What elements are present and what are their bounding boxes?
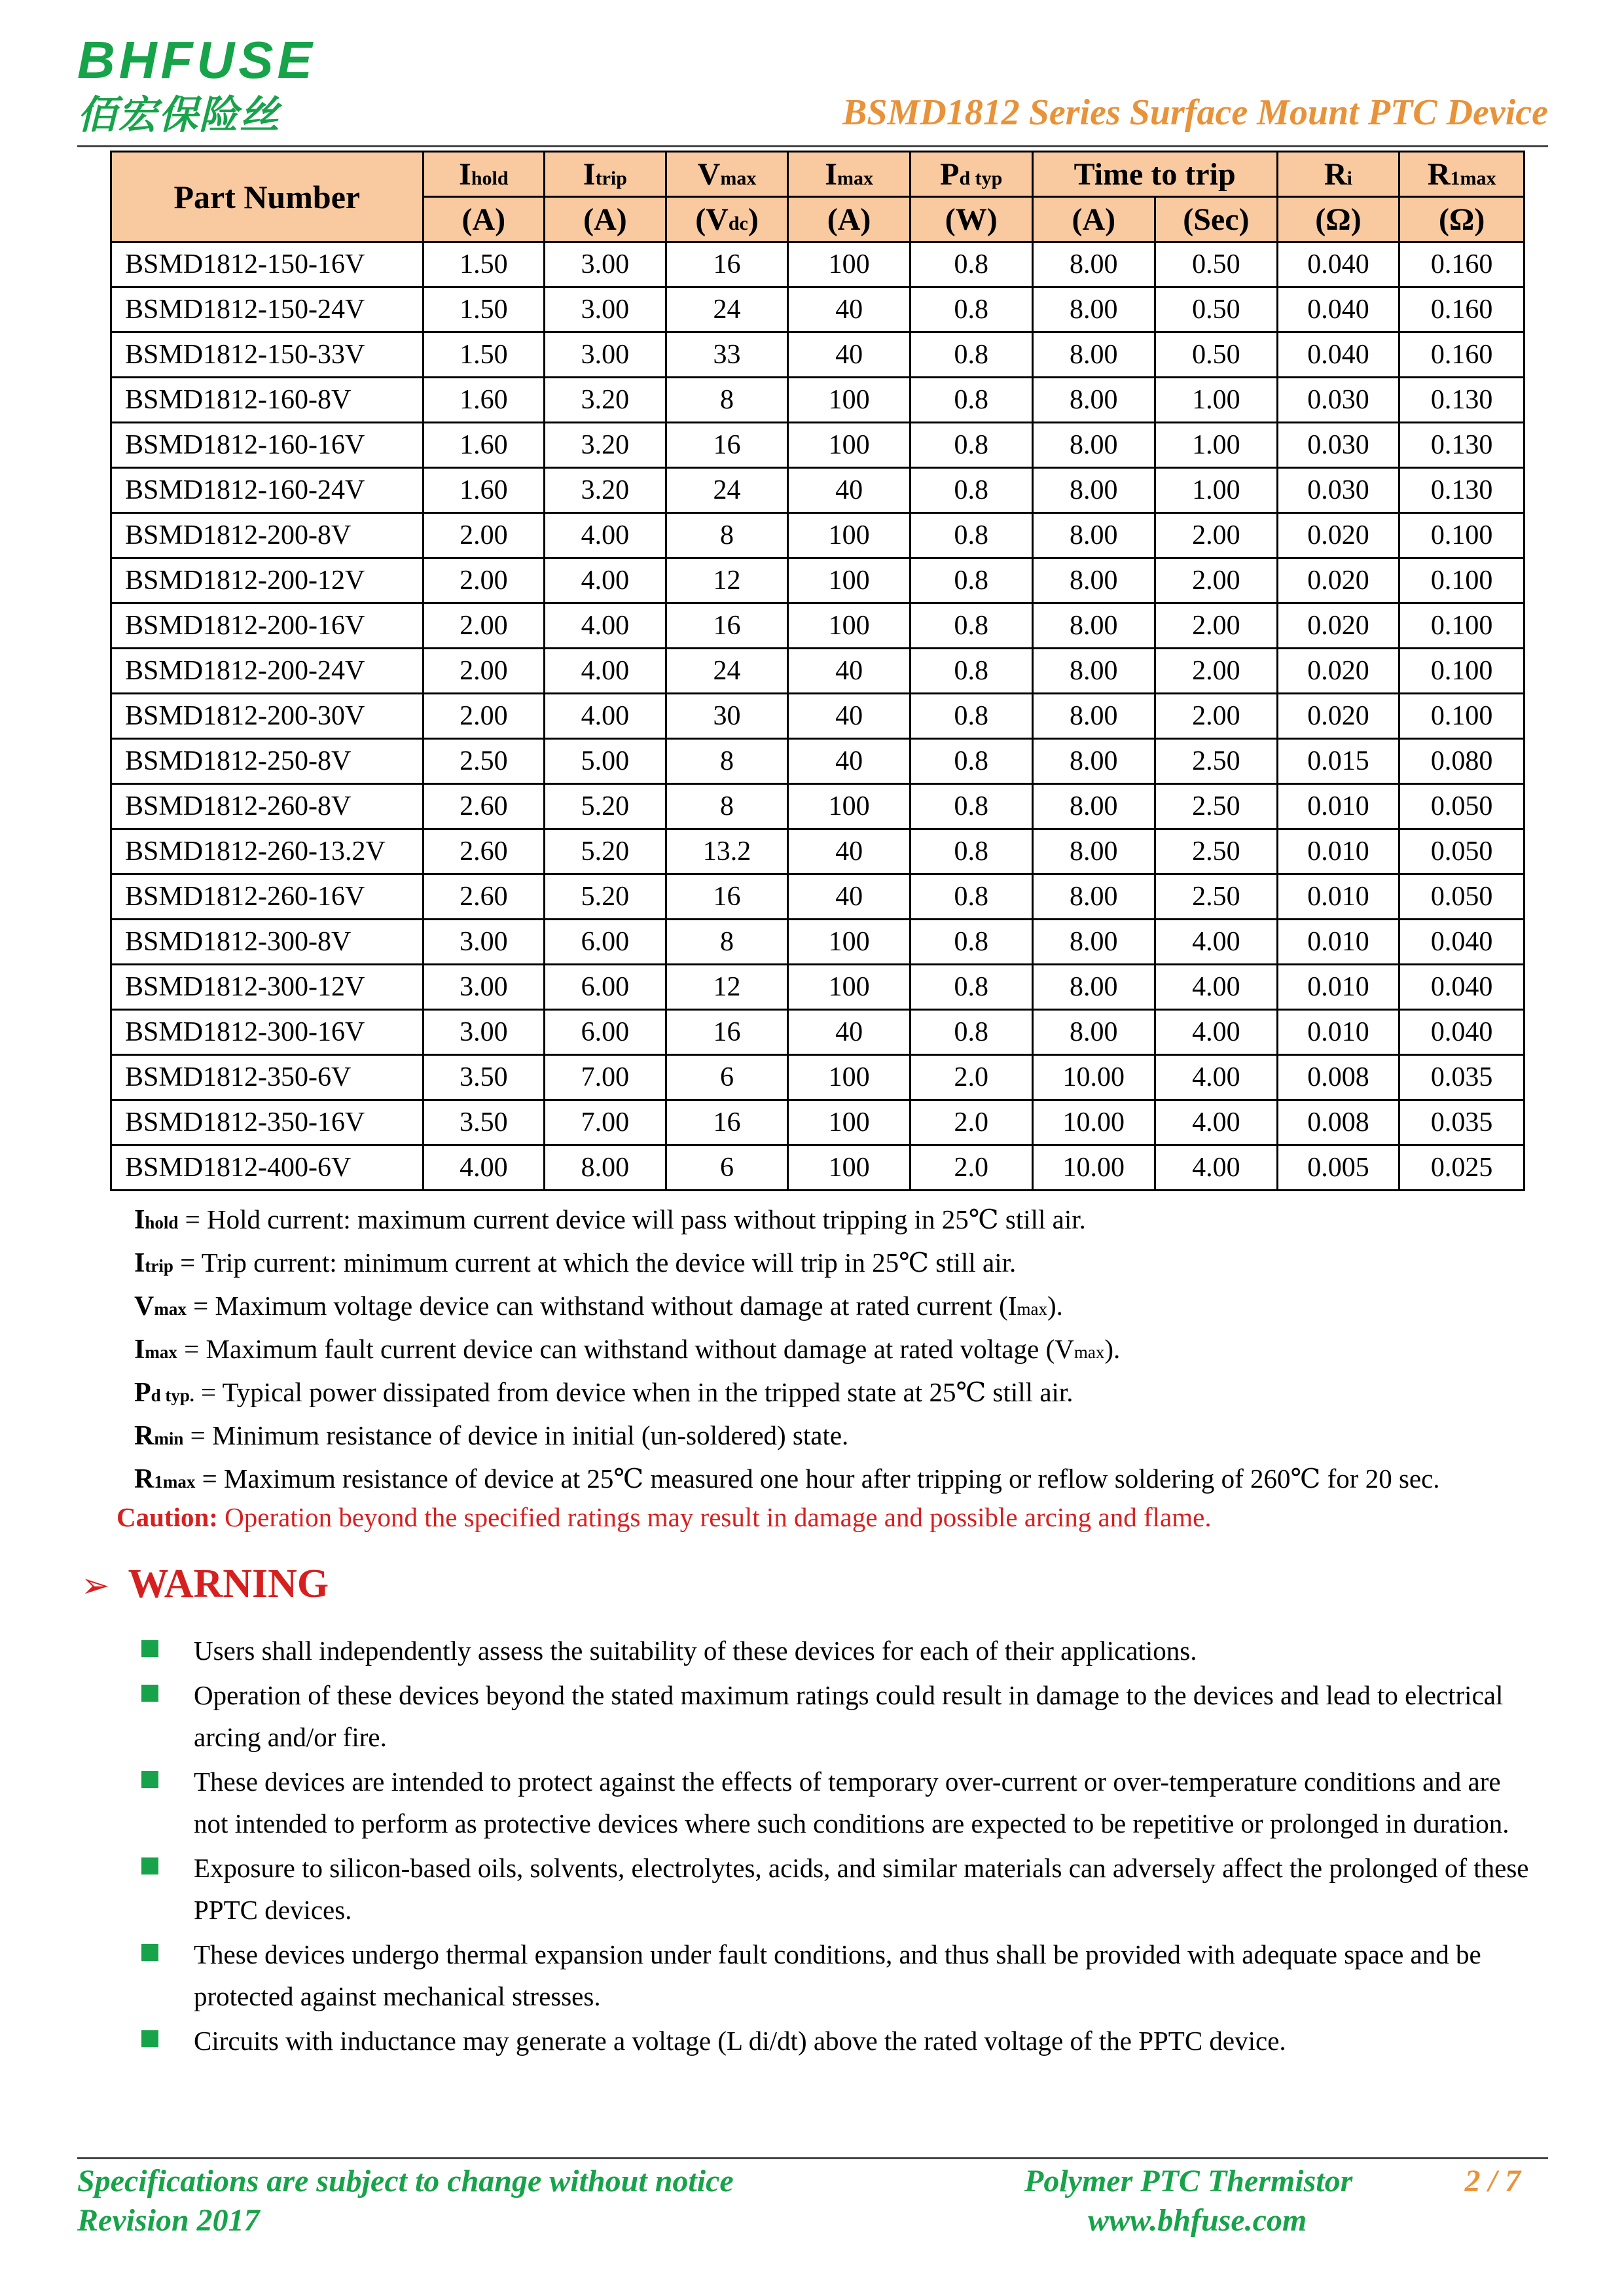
table-cell: 0.040 [1277,287,1399,332]
table-cell: 10.00 [1032,1100,1155,1145]
table-cell: 8.00 [1032,423,1155,468]
table-cell: 2.60 [423,784,545,829]
table-cell: 30 [666,694,788,739]
table-cell: 3.50 [423,1055,545,1100]
table-cell: 0.040 [1399,1010,1525,1055]
part-number-cell: BSMD1812-260-16V [111,874,424,920]
table-cell: 16 [666,874,788,920]
part-number-cell: BSMD1812-300-16V [111,1010,424,1055]
table-cell: 0.010 [1277,784,1399,829]
part-number-cell: BSMD1812-200-8V [111,513,424,558]
unit-ri: (Ω) [1277,197,1399,242]
part-number-cell: BSMD1812-260-8V [111,784,424,829]
table-cell: 40 [788,739,911,784]
table-cell: 2.50 [1155,829,1278,874]
table-row [111,874,1525,920]
table-cell: 0.160 [1399,242,1525,287]
table-cell: 4.00 [1155,920,1278,965]
table-cell: 2.0 [910,1145,1032,1191]
table-row [111,829,1525,874]
table-cell: 0.050 [1399,784,1525,829]
unit-vmax: (Vdc) [666,197,788,242]
table-cell: 3.00 [545,332,666,378]
part-number-cell: BSMD1812-160-16V [111,423,424,468]
table-cell: 8 [666,378,788,423]
list-item: Operation of these devices beyond the stated maximum ratings could result in damage to the devices and lead to electrical arcing and/or fire. [139,1674,1533,1758]
table-cell: 5.20 [545,784,666,829]
table-cell: 0.015 [1277,739,1399,784]
table-row [111,1145,1525,1191]
table-cell: 4.00 [1155,1010,1278,1055]
table-row [111,332,1525,378]
table-cell: 1.50 [423,242,545,287]
table-cell: 4.00 [1155,1145,1278,1191]
footer-divider [77,2157,1548,2159]
table-cell: 0.040 [1277,242,1399,287]
square-bullet-icon [141,1857,158,1874]
table-cell: 0.010 [1277,874,1399,920]
table-cell: 10.00 [1032,1145,1155,1191]
table-cell: 100 [788,513,911,558]
table-row [111,423,1525,468]
table-cell: 0.035 [1399,1055,1525,1100]
table-cell: 2.00 [423,694,545,739]
page-number: 2 / 7 [1464,2164,1521,2198]
table-cell: 100 [788,378,911,423]
table-cell: 8.00 [1032,242,1155,287]
table-cell: 6.00 [545,965,666,1010]
table-cell: 1.00 [1155,423,1278,468]
definition-ihold: Ihold = Hold current: maximum current device will pass without tripping in 25℃ still air. [134,1204,1086,1235]
table-cell: 3.00 [423,1010,545,1055]
table-cell: 0.100 [1399,694,1525,739]
table-cell: 8.00 [1032,874,1155,920]
part-number-cell: BSMD1812-350-16V [111,1100,424,1145]
table-cell: 8 [666,920,788,965]
table-cell: 3.50 [423,1100,545,1145]
unit-imax: (A) [788,197,911,242]
header-part-number: Part Number [111,152,424,242]
table-cell: 100 [788,1055,911,1100]
list-item: These devices undergo thermal expansion under fault conditions, and thus shall be provided with adequate space and be protected against mechanical stresses. [139,1933,1533,2017]
table-cell: 0.010 [1277,920,1399,965]
warning-title: WARNING [128,1562,329,1606]
table-cell: 100 [788,558,911,603]
table-row [111,965,1525,1010]
caution-note [117,1501,1212,1533]
header-ihold: Ihold [423,152,545,197]
table-cell: 0.8 [910,513,1032,558]
part-number-cell: BSMD1812-300-12V [111,965,424,1010]
list-item: Users shall independently assess the suitability of these devices for each of their applications. [139,1630,1533,1672]
part-number-cell: BSMD1812-200-30V [111,694,424,739]
table-cell: 8.00 [1032,649,1155,694]
square-bullet-icon [141,1771,158,1788]
table-cell: 2.50 [1155,739,1278,784]
table-cell: 0.8 [910,920,1032,965]
table-cell: 3.00 [423,965,545,1010]
table-cell: 8.00 [1032,468,1155,513]
table-cell: 2.00 [423,603,545,649]
table-cell: 0.050 [1399,874,1525,920]
table-cell: 8.00 [1032,739,1155,784]
unit-trip-current: (A) [1032,197,1155,242]
table-cell: 40 [788,874,911,920]
table-row [111,784,1525,829]
table-cell: 2.0 [910,1100,1032,1145]
document-title: BSMD1812 Series Surface Mount PTC Device [842,92,1548,133]
table-cell: 2.00 [423,513,545,558]
table-cell: 0.040 [1277,332,1399,378]
table-cell: 4.00 [545,603,666,649]
header-vmax: Vmax [666,152,788,197]
table-cell: 40 [788,1010,911,1055]
table-cell: 40 [788,287,911,332]
unit-itrip: (A) [545,197,666,242]
warning-heading [81,1561,329,1607]
table-cell: 6.00 [545,1010,666,1055]
table-cell: 0.160 [1399,332,1525,378]
part-number-cell: BSMD1812-350-6V [111,1055,424,1100]
table-cell: 0.100 [1399,513,1525,558]
table-cell: 8 [666,513,788,558]
table-cell: 5.20 [545,829,666,874]
table-cell: 0.8 [910,603,1032,649]
table-cell: 0.020 [1277,649,1399,694]
table-cell: 0.008 [1277,1100,1399,1145]
table-cell: 1.50 [423,332,545,378]
table-cell: 40 [788,829,911,874]
table-cell: 8.00 [1032,694,1155,739]
definition-vmax: Vmax = Maximum voltage device can withstand without damage at rated current (Imax). [134,1291,1063,1321]
table-cell: 8.00 [1032,784,1155,829]
table-cell: 16 [666,603,788,649]
part-number-cell: BSMD1812-160-8V [111,378,424,423]
definitions-list [134,1198,1440,1500]
table-cell: 16 [666,423,788,468]
table-cell: 4.00 [545,694,666,739]
table-cell: 0.035 [1399,1100,1525,1145]
table-cell: 2.50 [423,739,545,784]
table-cell: 0.8 [910,739,1032,784]
footer-revision: Revision 2017 [77,2203,260,2238]
table-cell: 100 [788,242,911,287]
table-cell: 0.8 [910,332,1032,378]
table-cell: 8.00 [1032,378,1155,423]
header-ri: Ri [1277,152,1399,197]
table-cell: 6 [666,1145,788,1191]
table-cell: 1.00 [1155,468,1278,513]
table-cell: 0.8 [910,694,1032,739]
table-cell: 2.60 [423,874,545,920]
definition-pd-typ: Pd typ. = Typical power dissipated from device when in the tripped state at 25℃ still air. [134,1377,1074,1408]
table-cell: 0.020 [1277,558,1399,603]
table-cell: 2.00 [1155,603,1278,649]
table-cell: 16 [666,1010,788,1055]
table-cell: 3.00 [545,242,666,287]
table-cell: 4.00 [545,649,666,694]
table-cell: 1.00 [1155,378,1278,423]
table-cell: 8 [666,739,788,784]
table-cell: 1.60 [423,468,545,513]
table-cell: 12 [666,558,788,603]
table-cell: 0.50 [1155,332,1278,378]
table-cell: 40 [788,468,911,513]
part-number-cell: BSMD1812-400-6V [111,1145,424,1191]
table-cell: 100 [788,603,911,649]
table-cell: 0.100 [1399,603,1525,649]
square-bullet-icon [141,1944,158,1961]
table-cell: 8.00 [1032,829,1155,874]
table-cell: 100 [788,965,911,1010]
header-divider [77,145,1548,147]
table-row [111,1100,1525,1145]
square-bullet-icon [141,1640,158,1657]
square-bullet-icon [141,2030,158,2047]
definition-rmin: Rmin = Minimum resistance of device in initial (un-soldered) state. [134,1420,849,1451]
table-row [111,242,1525,287]
table-cell: 0.50 [1155,242,1278,287]
table-cell: 4.00 [545,558,666,603]
table-cell: 0.8 [910,829,1032,874]
table-body [111,242,1525,1191]
table-cell: 4.00 [1155,1055,1278,1100]
part-number-cell: BSMD1812-200-12V [111,558,424,603]
table-cell: 4.00 [423,1145,545,1191]
header-time-to-trip: Time to trip [1032,152,1277,197]
part-number-cell: BSMD1812-200-24V [111,649,424,694]
table-cell: 100 [788,920,911,965]
table-cell: 3.00 [545,287,666,332]
table-cell: 0.080 [1399,739,1525,784]
table-row [111,694,1525,739]
table-cell: 24 [666,287,788,332]
footer-notice: Specifications are subject to change without notice [77,2164,734,2198]
unit-trip-time: (Sec) [1155,197,1278,242]
table-cell: 8.00 [1032,332,1155,378]
table-row [111,920,1525,965]
table-cell: 0.100 [1399,558,1525,603]
table-cell: 8.00 [545,1145,666,1191]
table-cell: 0.8 [910,874,1032,920]
list-item: Circuits with inductance may generate a voltage (L di/dt) above the rated voltage of the PPTC device. [139,2020,1533,2062]
table-cell: 2.00 [1155,649,1278,694]
table-cell: 0.020 [1277,603,1399,649]
table-cell: 5.20 [545,874,666,920]
table-cell: 4.00 [1155,965,1278,1010]
logo-text-cn: 佰宏保险丝 [77,92,280,138]
table-cell: 33 [666,332,788,378]
table-cell: 0.040 [1399,920,1525,965]
table-cell: 100 [788,423,911,468]
unit-r1max: (Ω) [1399,197,1525,242]
table-cell: 16 [666,242,788,287]
table-cell: 100 [788,1100,911,1145]
table-row [111,468,1525,513]
table-cell: 16 [666,1100,788,1145]
header-itrip: Itrip [545,152,666,197]
table-cell: 0.130 [1399,468,1525,513]
table-cell: 6.00 [545,920,666,965]
table-cell: 0.050 [1399,829,1525,874]
table-cell: 0.130 [1399,423,1525,468]
table-cell: 2.00 [423,649,545,694]
part-number-cell: BSMD1812-200-16V [111,603,424,649]
table-cell: 8.00 [1032,287,1155,332]
table-cell: 0.030 [1277,378,1399,423]
table-cell: 0.8 [910,965,1032,1010]
table-cell: 0.008 [1277,1055,1399,1100]
table-cell: 2.00 [1155,694,1278,739]
table-cell: 3.20 [545,468,666,513]
table-cell: 5.00 [545,739,666,784]
definition-r1max: R1max = Maximum resistance of device at 25℃ measured one hour after tripping or reflow soldering of 260℃ for 20 sec. [134,1463,1440,1494]
part-number-cell: BSMD1812-150-24V [111,287,424,332]
table-cell: 2.00 [423,558,545,603]
table-cell: 2.50 [1155,874,1278,920]
table-cell: 0.025 [1399,1145,1525,1191]
footer-product: Polymer PTC Thermistor [1024,2164,1353,2198]
table-cell: 0.160 [1399,287,1525,332]
table-cell: 4.00 [1155,1100,1278,1145]
unit-pd-typ: (W) [910,197,1032,242]
table-cell: 10.00 [1032,1055,1155,1100]
spec-table [110,151,1525,1191]
table-cell: 2.00 [1155,558,1278,603]
table-cell: 8.00 [1032,965,1155,1010]
table-cell: 8.00 [1032,603,1155,649]
table-cell: 3.20 [545,378,666,423]
list-item: These devices are intended to protect against the effects of temporary over-current or over-temperature conditions and are not intended to perform as protective devices where such conditions are expected to be repetitive or prolonged in duration. [139,1761,1533,1844]
part-number-cell: BSMD1812-250-8V [111,739,424,784]
caution-label: Caution: [117,1502,218,1532]
table-cell: 0.010 [1277,965,1399,1010]
part-number-cell: BSMD1812-150-16V [111,242,424,287]
header-imax: Imax [788,152,911,197]
table-cell: 0.8 [910,378,1032,423]
table-row [111,649,1525,694]
table-cell: 13.2 [666,829,788,874]
table-cell: 1.60 [423,378,545,423]
table-cell: 2.00 [1155,513,1278,558]
table-cell: 7.00 [545,1100,666,1145]
table-cell: 2.0 [910,1055,1032,1100]
table-cell: 1.60 [423,423,545,468]
table-cell: 0.005 [1277,1145,1399,1191]
table-cell: 0.020 [1277,513,1399,558]
table-cell: 0.100 [1399,649,1525,694]
table-cell: 0.030 [1277,423,1399,468]
table-cell: 12 [666,965,788,1010]
table-cell: 40 [788,649,911,694]
table-row [111,287,1525,332]
company-logo [77,31,316,138]
warning-list [139,1630,1533,2064]
table-cell: 8 [666,784,788,829]
logo-text-en: BHFUSE [77,31,316,89]
table-cell: 0.030 [1277,468,1399,513]
part-number-cell: BSMD1812-300-8V [111,920,424,965]
table-cell: 0.010 [1277,1010,1399,1055]
table-cell: 24 [666,649,788,694]
table-cell: 2.50 [1155,784,1278,829]
table-cell: 0.040 [1399,965,1525,1010]
table-cell: 0.130 [1399,378,1525,423]
table-cell: 7.00 [545,1055,666,1100]
table-row [111,603,1525,649]
table-cell: 0.50 [1155,287,1278,332]
table-cell: 4.00 [545,513,666,558]
table-cell: 100 [788,1145,911,1191]
table-cell: 8.00 [1032,920,1155,965]
table-cell: 0.8 [910,287,1032,332]
table-cell: 0.8 [910,1010,1032,1055]
table-row [111,558,1525,603]
table-cell: 6 [666,1055,788,1100]
table-cell: 8.00 [1032,513,1155,558]
table-cell: 0.8 [910,558,1032,603]
definition-itrip: Itrip = Trip current: minimum current at which the device will trip in 25℃ still air. [134,1247,1017,1278]
square-bullet-icon [141,1685,158,1702]
table-cell: 1.50 [423,287,545,332]
table-cell: 8.00 [1032,1010,1155,1055]
table-row [111,1055,1525,1100]
table-cell: 40 [788,332,911,378]
unit-ihold: (A) [423,197,545,242]
table-row [111,513,1525,558]
caution-text: Operation beyond the specified ratings may result in damage and possible arcing and flame. [225,1502,1212,1532]
table-row [111,739,1525,784]
table-cell: 0.8 [910,242,1032,287]
table-cell: 0.8 [910,423,1032,468]
table-row [111,1010,1525,1055]
table-cell: 8.00 [1032,558,1155,603]
table-cell: 3.00 [423,920,545,965]
header-pd-typ: Pd typ [910,152,1032,197]
definition-imax: Imax = Maximum fault current device can withstand without damage at rated voltage (Vmax). [134,1334,1121,1365]
table-cell: 24 [666,468,788,513]
table-cell: 100 [788,784,911,829]
part-number-cell: BSMD1812-160-24V [111,468,424,513]
footer-website[interactable]: www.bhfuse.com [1088,2203,1307,2238]
table-cell: 0.8 [910,784,1032,829]
table-cell: 2.60 [423,829,545,874]
table-cell: 0.8 [910,649,1032,694]
table-cell: 0.020 [1277,694,1399,739]
table-cell: 0.010 [1277,829,1399,874]
arrow-bullet-icon: ➢ [81,1566,110,1605]
table-header-row-1 [111,152,1525,197]
table-row [111,378,1525,423]
table-cell: 3.20 [545,423,666,468]
list-item: Exposure to silicon-based oils, solvents, electrolytes, acids, and similar materials can adversely affect the prolonged of these PPTC devices. [139,1847,1533,1931]
part-number-cell: BSMD1812-260-13.2V [111,829,424,874]
table-cell: 40 [788,694,911,739]
part-number-cell: BSMD1812-150-33V [111,332,424,378]
table-cell: 0.8 [910,468,1032,513]
header-r1max: R1max [1399,152,1525,197]
